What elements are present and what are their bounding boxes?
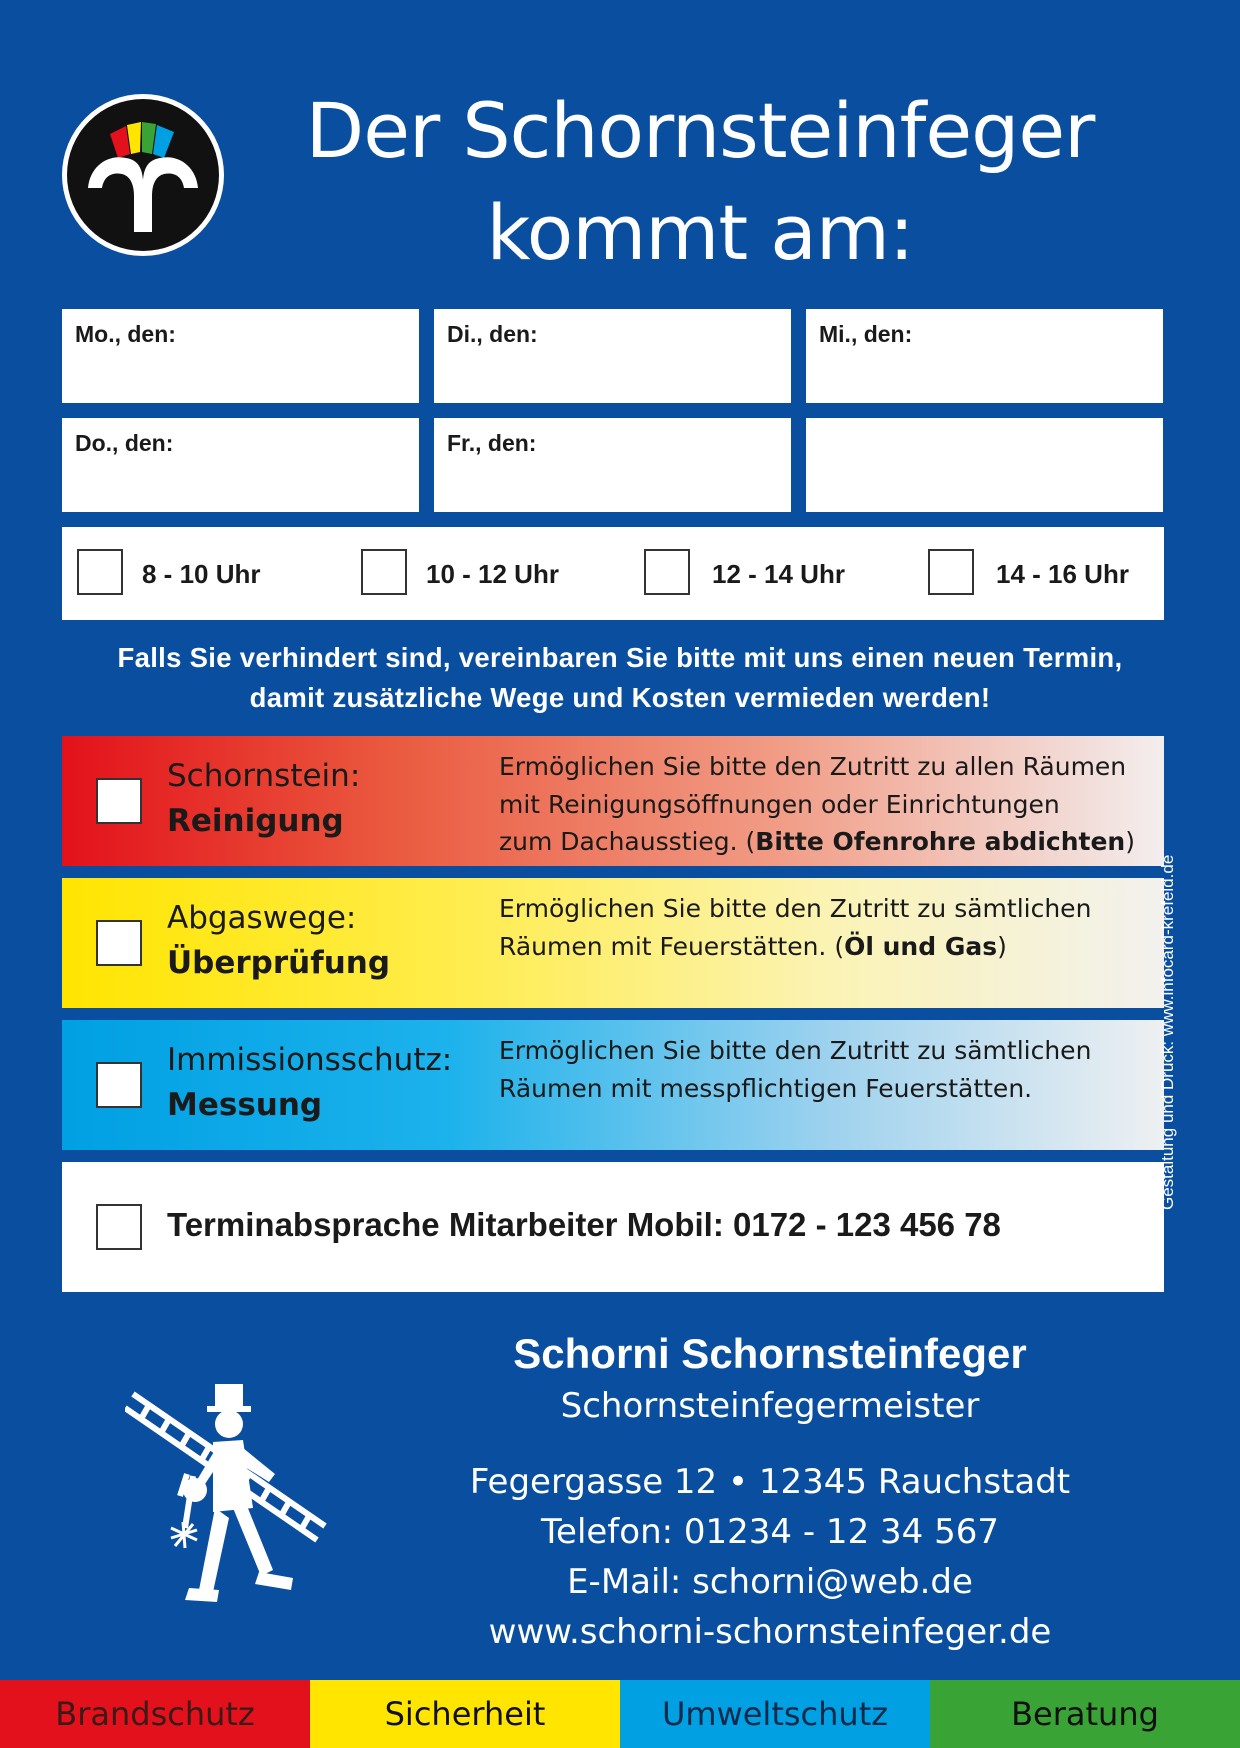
desc-bold: Bitte Ofenrohre abdichten (755, 827, 1126, 856)
appointment-checkbox[interactable] (96, 1204, 142, 1250)
notice-line-2: damit zusätzliche Wege und Kosten vermieden werden! (249, 682, 991, 713)
service-checkbox-inspection[interactable] (96, 920, 142, 966)
desc-line: Räumen mit Feuerstätten. ( (499, 931, 845, 961)
desc-bold: Öl und Gas (844, 931, 998, 961)
footer-beratung: Beratung (930, 1680, 1240, 1748)
footer-brandschutz: Brandschutz (0, 1680, 310, 1748)
desc-line: ) (997, 931, 1007, 961)
time-slot-checkbox-2[interactable] (361, 549, 407, 595)
service-subtitle: Überprüfung (167, 945, 391, 981)
time-slot-checkbox-3[interactable] (644, 549, 690, 595)
appointment-phone-label: Terminabsprache Mitarbeiter Mobil: 0172 - 123 456 78 (167, 1206, 1001, 1243)
time-slot-label: 8 - 10 Uhr (142, 559, 261, 589)
title-line-2: kommt am: (486, 188, 914, 277)
appointment-phone-box (62, 1162, 1164, 1292)
service-title-line: Immissionsschutz: (167, 1042, 453, 1078)
guild-logo (60, 92, 226, 258)
service-checkbox-cleaning[interactable] (96, 778, 142, 824)
desc-line: ) (1125, 827, 1135, 856)
time-slot-bar (62, 527, 1164, 620)
day-label: Fr., den: (447, 430, 537, 456)
desc-line: mit Reinigungsöffnungen oder Einrichtungen (499, 789, 1060, 819)
day-field-blank[interactable] (806, 418, 1163, 512)
notice-line-1: Falls Sie verhindert sind, vereinbaren Sie bitte mit uns einen neuen Termin, (117, 642, 1123, 673)
day-label: Mi., den: (819, 321, 913, 347)
service-subtitle: Reinigung (167, 803, 344, 839)
service-title-line: Abgaswege: (167, 900, 357, 936)
service-description (499, 890, 1091, 965)
day-label: Do., den: (75, 430, 174, 456)
time-slot-checkbox-1[interactable] (77, 549, 123, 595)
service-checkbox-measurement[interactable] (96, 1062, 142, 1108)
day-field-tuesday[interactable] (434, 309, 791, 403)
company-name: Schorni Schornsteinfeger (513, 1330, 1027, 1377)
service-flue-inspection (62, 878, 1164, 1008)
company-website[interactable]: www.schorni-schornsteinfeger.de (488, 1612, 1052, 1652)
time-slot-label: 14 - 16 Uhr (996, 559, 1129, 589)
page-title (250, 80, 1150, 284)
reschedule-notice (40, 638, 1200, 718)
company-address: Fegergasse 12 • 12345 Rauchstadt (469, 1462, 1071, 1502)
service-description (499, 748, 1135, 861)
service-subtitle: Messung (167, 1087, 323, 1123)
service-title (167, 1038, 452, 1128)
service-emission-measurement (62, 1020, 1164, 1150)
service-description (499, 1032, 1091, 1107)
desc-line: zum Dachausstieg. ( (499, 827, 756, 856)
chimney-sweep-icon (125, 1378, 345, 1628)
time-slot-label: 10 - 12 Uhr (426, 559, 559, 589)
desc-line: Ermöglichen Sie bitte den Zutritt zu sämtlichen (499, 1036, 1092, 1065)
title-line-1: Der Schornsteinfeger (305, 86, 1095, 175)
company-phone: Telefon: 01234 - 12 34 567 (541, 1512, 999, 1552)
time-slot-label: 12 - 14 Uhr (712, 559, 845, 589)
footer-sicherheit: Sicherheit (310, 1680, 620, 1748)
service-title (167, 754, 360, 844)
time-slot-checkbox-4[interactable] (928, 549, 974, 595)
footer-umweltschutz: Umweltschutz (620, 1680, 930, 1748)
company-role: Schornsteinfegermeister (560, 1386, 980, 1426)
service-chimney-cleaning (62, 736, 1164, 866)
service-title-line: Schornstein: (167, 758, 361, 794)
day-field-wednesday[interactable] (806, 309, 1163, 403)
day-label: Mo., den: (75, 321, 176, 347)
desc-line: Räumen mit messpflichtigen Feuerstätten. (499, 1073, 1033, 1103)
day-field-monday[interactable] (62, 309, 419, 403)
company-email[interactable]: E-Mail: schorni@web.de (567, 1562, 973, 1602)
desc-line: Ermöglichen Sie bitte den Zutritt zu sämtlichen (499, 894, 1092, 923)
print-credit: Gestaltung und Druck: www.infocard-krefeld.de (1158, 854, 1177, 1210)
day-field-thursday[interactable] (62, 418, 419, 512)
day-label: Di., den: (447, 321, 538, 347)
desc-line: Ermöglichen Sie bitte den Zutritt zu allen Räumen (499, 752, 1127, 781)
day-field-friday[interactable] (434, 418, 791, 512)
service-title (167, 896, 390, 986)
